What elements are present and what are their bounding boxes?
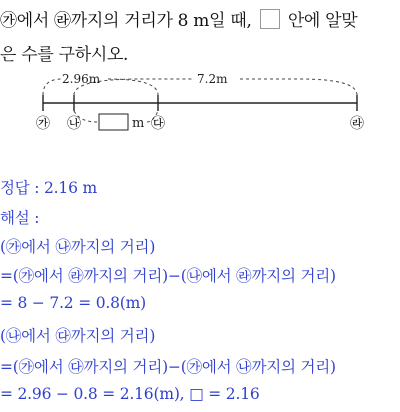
question-text-1a: ㉮에서 ㉱까지의 거리가 8 m일 때, <box>0 11 252 31</box>
arc-top-left-a <box>43 79 62 95</box>
diagram-blank-box <box>99 114 128 130</box>
question-line-2: 은 수를 구하시오. <box>0 45 129 65</box>
explanation-line-3: = 8 − 7.2 = 0.8(m) <box>0 294 146 312</box>
explanation-line-5: =(㉮에서 ㉰까지의 거리)−(㉮에서 ㉯까지의 거리) <box>0 358 336 376</box>
question-text-1b: 안에 알맞 <box>287 11 358 31</box>
label-box-unit: m <box>132 116 145 131</box>
explanation-line-6: = 2.96 − 0.8 = 2.16(m), □ = 2.16 <box>0 385 260 403</box>
explanation-line-1: (㉮에서 ㉯까지의 거리) <box>0 238 156 256</box>
arc-top-left-b <box>108 79 158 95</box>
label-2.96m: 2.96m <box>62 72 101 86</box>
arc-top-right-b <box>240 79 357 95</box>
explanation-line-4: (㉯에서 ㉰까지의 거리) <box>0 327 156 345</box>
label-point-ga: ㉮ <box>36 116 50 132</box>
label-point-da: ㉰ <box>151 116 165 132</box>
correct-answer: 정답 : 2.16 m <box>0 179 97 197</box>
label-point-na: ㉯ <box>67 116 81 132</box>
label-7.2m: 7.2m <box>197 72 228 86</box>
explanation-line-2: =(㉮에서 ㉱까지의 거리)−(㉯에서 ㉱까지의 거리) <box>0 267 336 285</box>
label-point-ra: ㉱ <box>350 116 364 132</box>
explanation-title: 해설 : <box>0 209 40 227</box>
